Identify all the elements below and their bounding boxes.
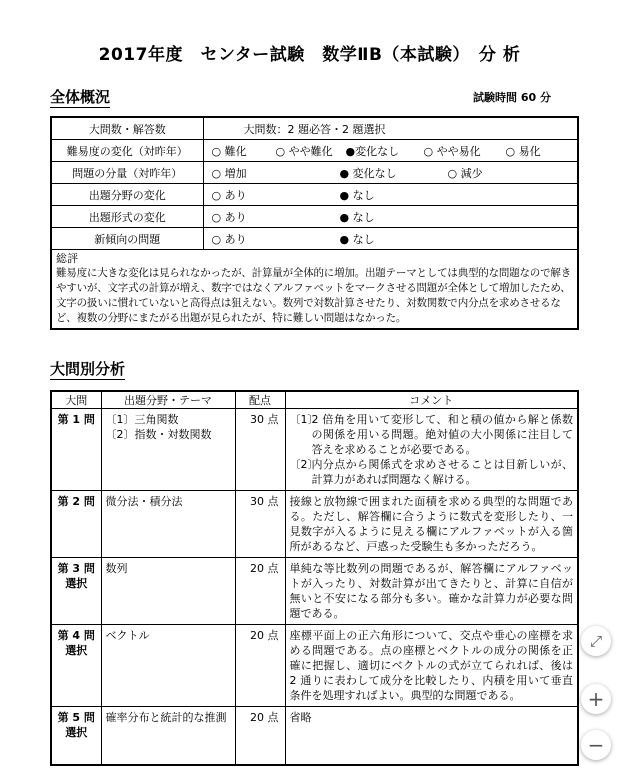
question-theme: 微分法・積分法 — [105, 495, 183, 508]
overview-heading: 全体概況 — [50, 88, 111, 106]
comment-text: 省略 — [289, 711, 312, 724]
zoom-out-button[interactable] — [581, 730, 611, 760]
question-number-cell — [51, 409, 101, 491]
question-theme: ベクトル — [105, 629, 150, 642]
comment-item — [290, 710, 574, 725]
overview-row — [51, 184, 578, 206]
question-number-cell — [51, 558, 101, 625]
overview-option: ○ あり — [211, 232, 247, 246]
question-theme: 〔1〕三角関数 — [105, 413, 179, 426]
question-number-cell — [51, 707, 101, 765]
question-comment-cell — [285, 707, 578, 765]
overview-row-label: 出題分野の変化 — [51, 184, 203, 206]
question-theme-cell — [101, 491, 235, 558]
question-theme-cell — [101, 409, 235, 491]
detail-row — [51, 707, 578, 765]
question-choice-label: 選択 — [65, 726, 88, 739]
collapse-icon: ⤢ — [589, 632, 602, 650]
overview-row-label: 問題の分量（対昨年） — [51, 162, 203, 184]
question-comment-cell — [285, 491, 578, 558]
detail-heading: 大問別分析 — [50, 360, 126, 378]
question-points: 20 点 — [235, 707, 285, 765]
overview-row-value — [203, 228, 578, 250]
detail-column-header: 配点 — [235, 391, 285, 409]
zoom-in-button[interactable] — [581, 684, 611, 714]
question-number: 第 5 問 — [57, 711, 95, 724]
overview-option: ○ 易化 — [505, 144, 541, 158]
overview-option: ○ 増加 — [211, 166, 247, 180]
detail-table — [50, 390, 579, 766]
overview-options — [208, 143, 574, 159]
comment-item — [290, 457, 574, 487]
detail-row — [51, 558, 578, 625]
review-text: 難易度に大きな変化は見られなかったが、計算量が全体的に増加。出題テーマとしては典型的な問題なので解きやすいが、文字式の計算が増え、数字ではなくアルファベットをマークさせる問題が全体として増加したため、文字の扱いに慣れていないと高得点は狙えない。数列で対数計算させたり、対数関数で内分点を求めさせるなど、複数の分野にまたがる出題が見られたが、特に難しい問題はなかった。 — [56, 267, 571, 324]
detail-column-header: 大問 — [51, 391, 101, 409]
overview-row-value — [203, 140, 578, 162]
overview-option: ○ あり — [211, 188, 247, 202]
comment-item — [290, 561, 574, 621]
overview-option: ● なし — [339, 232, 375, 246]
overview-row — [51, 117, 578, 140]
question-points: 30 点 — [235, 491, 285, 558]
question-comment-cell — [285, 625, 578, 707]
overview-options — [208, 209, 574, 225]
overview-row-label: 大問数・解答数 — [51, 117, 203, 140]
overview-row-label: 出題形式の変化 — [51, 206, 203, 228]
overview-option: ○ やや難化 — [275, 144, 333, 158]
overview-row-value — [203, 206, 578, 228]
overview-row-value — [203, 117, 578, 140]
question-theme: 数列 — [105, 562, 128, 575]
overview-row-label: 新傾向の問題 — [51, 228, 203, 250]
overview-table — [50, 116, 579, 330]
question-number: 第 4 問 — [57, 629, 95, 642]
overview-row — [51, 162, 578, 184]
overview-options — [208, 165, 574, 181]
review-label: 総評 — [56, 252, 78, 265]
question-theme: 〔2〕指数・対数関数 — [105, 428, 212, 441]
overview-row — [51, 206, 578, 228]
question-choice-label: 選択 — [65, 644, 88, 657]
question-number: 第 1 問 — [57, 413, 95, 426]
minus-icon: − — [587, 733, 605, 757]
overview-review-row — [51, 250, 578, 330]
overview-options — [208, 187, 574, 203]
question-comment-cell — [285, 558, 578, 625]
question-number: 第 3 問 — [57, 562, 95, 575]
detail-row — [51, 491, 578, 558]
overview-option: ○ 減少 — [447, 166, 483, 180]
question-theme-cell — [101, 707, 235, 765]
overview-option: 大問数：2 題必答・2 題選択 — [243, 122, 386, 136]
exam-time: 試験時間 60 分 — [473, 91, 551, 104]
detail-column-header: 出題分野・テーマ — [101, 391, 235, 409]
comment-text: 接線と放物線で囲まれた面積を求める典型的な問題である。ただし、解答欄に合うように数式を変形したり、一見数字が入るように見える欄にアルファベットが入る箇所があるなど、戸惑った受験生も多かっただろう。 — [289, 495, 573, 553]
comment-text: 2 倍角を用いて変形して、和と積の値から解と係数の関係を用いる問題。絶対値の大小関係に注目して答えを求めることが必要である。 — [311, 413, 573, 456]
overview-option: ○ 難化 — [211, 144, 247, 158]
overview-review — [51, 250, 578, 330]
comment-item — [290, 412, 574, 457]
overview-row-label: 難易度の変化（対昨年） — [51, 140, 203, 162]
overview-option: ●変化なし — [345, 144, 400, 158]
overview-option: ● なし — [339, 188, 375, 202]
overview-row-value — [203, 184, 578, 206]
overview-row — [51, 228, 578, 250]
overview-options — [208, 121, 574, 137]
comment-text: 単純な等比数列の問題であるが、解答欄にアルファベットが入ったり、対数計算が出てきたりと、計算に自信が無いと不安になる部分も多い。確かな計算力が必要な問題である。 — [289, 562, 573, 620]
plus-icon: + — [587, 687, 605, 711]
detail-column-header: コメント — [285, 391, 578, 409]
question-theme-cell — [101, 558, 235, 625]
comment-item — [290, 628, 574, 703]
fit-page-button[interactable] — [581, 626, 611, 656]
comment-item — [290, 494, 574, 554]
overview-option: ○ やや易化 — [423, 144, 481, 158]
question-points: 20 点 — [235, 558, 285, 625]
overview-option: ● 変化なし — [339, 166, 397, 180]
question-number: 第 2 問 — [57, 495, 95, 508]
question-points: 20 点 — [235, 625, 285, 707]
detail-row — [51, 625, 578, 707]
comment-text: 座標平面上の正六角形について、交点や垂心の座標を求める問題である。点の座標とベクトルの成分の関係を正確に把握し、適切にベクトルの式が立てられれば、後は 2 通りに表わして成分を比較したり、内積を用いて垂直条件を処理すればよい。典型的な問題である。 — [289, 629, 573, 702]
overview-option: ○ あり — [211, 210, 247, 224]
question-number-cell — [51, 625, 101, 707]
question-number-cell — [51, 491, 101, 558]
overview-row — [51, 140, 578, 162]
overview-option: ● なし — [339, 210, 375, 224]
comment-number: 〔2〕 — [289, 458, 319, 471]
question-choice-label: 選択 — [65, 577, 88, 590]
page-title: 2017年度 センター試験 数学ⅡB（本試験） 分 析 — [98, 45, 521, 65]
question-comment-cell — [285, 409, 578, 491]
question-theme: 確率分布と統計的な推測 — [105, 711, 227, 724]
comment-number: 〔1〕 — [289, 413, 319, 426]
detail-row — [51, 409, 578, 491]
question-theme-cell — [101, 625, 235, 707]
comment-text: 内分点から関係式を求めさせることは目新しいが、計算力があれば問題なく解ける。 — [311, 458, 573, 486]
overview-row-value — [203, 162, 578, 184]
question-points: 30 点 — [235, 409, 285, 491]
overview-options — [208, 231, 574, 247]
